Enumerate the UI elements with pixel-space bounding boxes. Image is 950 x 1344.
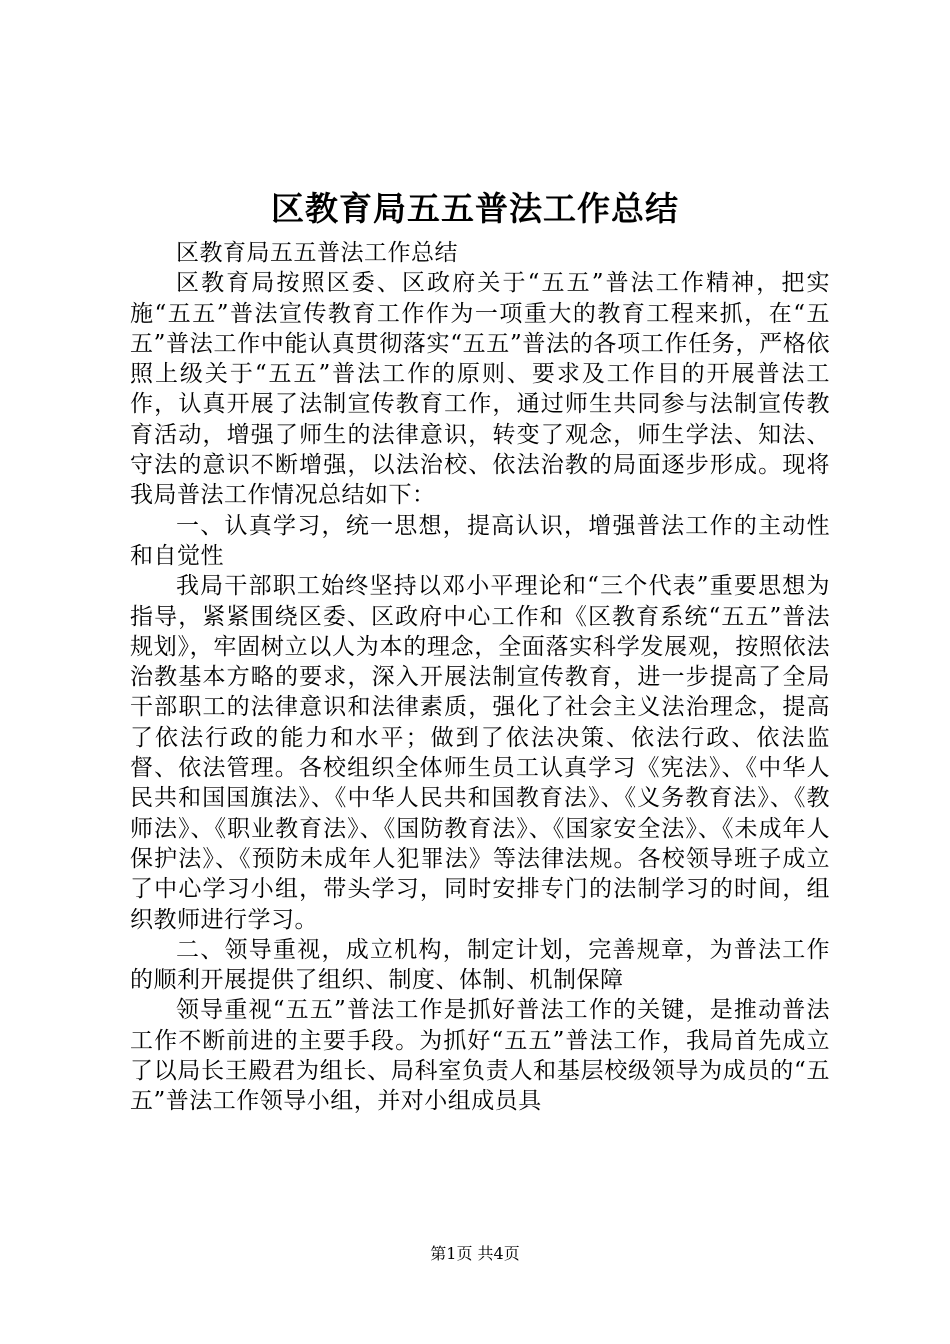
paragraph-intro: 区教育局按照区委、区政府关于“五五”普法工作精神，把实施“五五”普法宣传教育工作作为一项重大的教育工程来抓，在“五五”普法工作中能认真贯彻落实“五五”普法的各项工作任务，严格依照上级关于“五五”普法工作的原则、要求及工作目的开展普法工作，认真开展了法制宣传教育工作，通过师生共同参与法制宣传教育活动，增强了师生的法律意识，转变了观念，师生学法、知法、守法的意识不断增强，以法治校、依法治教的局面逐步形成。现将我局普法工作情况总结如下： xyxy=(130,270,830,509)
paragraph-section-1: 我局干部职工始终坚持以邓小平理论和“三个代表”重要思想为指导，紧紧围绕区委、区政府中心工作和《区教育系统“五五”普法规划》，牢固树立以人为本的理念，全面落实科学发展观，按照依法治教基本方略的要求，深入开展法制宣传教育，进一步提高了全局干部职工的法律意识和法律素质，强化了社会主义法治理念，提高了依法行政的能力和水平；做到了依法决策、依法行政、依法监督、依法管理。各校组织全体师生员工认真学习《宪法》、《中华人民共和国国旗法》、《中华人民共和国教育法》、《义务教育法》、《教师法》、《职业教育法》、《国防教育法》、《国家安全法》、《未成年人保护法》、《预防未成年人犯罪法》等法律法规。各校领导班子成立了中心学习小组，带头学习，同时安排专门的法制学习的时间，组织教师进行学习。 xyxy=(130,573,830,933)
page-footer: 第1页 共4页 xyxy=(430,1244,520,1263)
section-heading-2: 二、领导重视，成立机构，制定计划，完善规章，为普法工作的顺利开展提供了组织、制度、体制、机制保障 xyxy=(130,936,830,994)
section-heading-1: 一、认真学习，统一思想，提高认识，增强普法工作的主动性和自觉性 xyxy=(130,512,830,569)
document-body xyxy=(130,238,830,1117)
document-title: 区教育局五五普法工作总结 xyxy=(271,189,679,228)
paragraph-subtitle: 区教育局五五普法工作总结 xyxy=(176,240,458,266)
paragraph-section-2: 领导重视“五五”普法工作是抓好普法工作的关键，是推动普法工作不断前进的主要手段。为抓好“五五”普法工作，我局首先成立了以局长王殿君为组长、局科室负责人和基层校级领导为成员的“五五”普法工作领导小组，并对小组成员具 xyxy=(130,997,830,1115)
